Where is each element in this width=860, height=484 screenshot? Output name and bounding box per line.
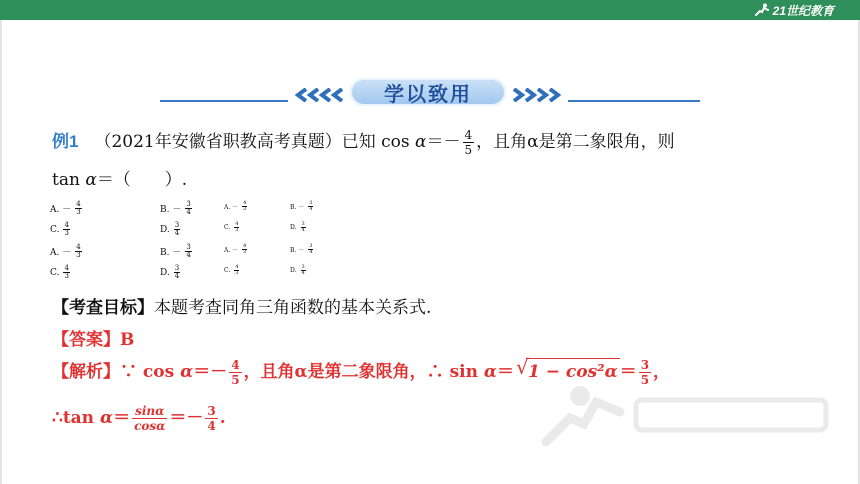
option-item — [224, 201, 249, 212]
option-num: 4 — [64, 264, 69, 272]
option-label: A. － — [50, 248, 72, 258]
option-label: B. － — [290, 204, 305, 211]
option-label: A. － — [224, 204, 239, 211]
analysis-eq-3: ＝ — [113, 408, 131, 428]
option-label: B. － — [160, 248, 182, 258]
section-title-banner — [350, 78, 506, 106]
analysis-line-2 — [52, 404, 226, 433]
frac4-den: 4 — [207, 419, 216, 433]
analysis-alpha: α — [180, 362, 194, 382]
option-label: A. － — [50, 205, 72, 215]
goal-text: 本题考查同角三角函数的基本关系式. — [154, 298, 432, 318]
analysis-eq-neg-2: ＝－ — [169, 408, 204, 428]
analysis-eq-2: ＝ — [619, 362, 637, 382]
option-num: 4 — [243, 243, 247, 249]
option-den: 3 — [76, 208, 81, 216]
option-den: 3 — [235, 227, 239, 233]
option-den: 4 — [174, 272, 180, 280]
analysis-end-1: ， — [653, 362, 671, 382]
analysis-eq-neg: ＝－ — [193, 362, 228, 382]
option-num: 3 — [301, 264, 305, 270]
option-den: 3 — [243, 249, 247, 255]
frac1-num: 4 — [231, 358, 240, 372]
frac2-den: 5 — [640, 373, 650, 387]
option-label: A. － — [224, 247, 239, 254]
option-label: C. — [224, 224, 231, 231]
option-num: 4 — [235, 221, 239, 227]
option-label: C. — [50, 267, 60, 278]
option-num: 4 — [76, 243, 81, 251]
option-den: 4 — [186, 208, 191, 216]
option-fraction — [308, 244, 313, 255]
option-item — [160, 244, 194, 259]
option-item — [50, 222, 72, 237]
sqrt-body: 1 − cos²α — [526, 358, 620, 385]
option-den: 4 — [186, 251, 191, 259]
option-den: 4 — [174, 229, 180, 237]
option-den: 4 — [301, 270, 305, 276]
option-item — [160, 222, 182, 237]
option-num: 3 — [174, 264, 180, 272]
option-num: 4 — [243, 200, 247, 206]
option-fraction — [242, 244, 247, 255]
option-den: 4 — [301, 227, 305, 233]
right-rule — [568, 100, 700, 102]
option-fraction — [174, 265, 180, 280]
option-num: 4 — [235, 264, 239, 270]
option-item — [160, 265, 182, 280]
equals-neg: ＝－ — [426, 132, 461, 152]
alpha-symbol: α — [415, 132, 427, 152]
alpha-symbol-2: α — [85, 170, 97, 190]
goal-label: 【考查目标】 — [52, 298, 154, 318]
question-line-1 — [52, 128, 675, 157]
analysis-frac-1 — [229, 358, 241, 387]
option-item — [160, 201, 194, 216]
fraction-numerator: 4 — [464, 128, 473, 142]
right-chevrons-icon — [510, 88, 562, 102]
option-fraction — [174, 222, 180, 237]
section-title: 学以致用 — [384, 81, 472, 106]
analysis-frac-4 — [205, 404, 217, 433]
option-label: D. — [160, 267, 170, 278]
brand-logo — [754, 2, 834, 18]
option-num: 3 — [301, 221, 305, 227]
logo-text: 21世纪教育 — [772, 3, 834, 18]
option-fraction — [63, 265, 69, 280]
option-label: B. － — [290, 247, 305, 254]
option-label: B. － — [160, 205, 182, 215]
question-text-1: （2021年安徽省职教高考真题）已知 cos — [94, 132, 416, 152]
question-tan: tan — [52, 170, 86, 190]
fraction-denominator: 5 — [464, 143, 473, 157]
option-item — [224, 244, 249, 255]
answer-value: B — [120, 330, 135, 350]
analysis-frac-3 — [132, 404, 167, 433]
analysis-therefore-2: ∴tan — [52, 408, 100, 428]
watermark-icon — [540, 382, 840, 452]
option-label: C. — [224, 267, 231, 274]
option-den: 4 — [309, 206, 313, 212]
option-fraction — [242, 201, 247, 212]
analysis-alpha-2: α — [483, 362, 497, 382]
frac3-num: sinα — [132, 404, 167, 419]
option-item — [50, 201, 84, 216]
option-item — [290, 201, 315, 212]
radical-sign: √ — [515, 355, 529, 379]
analysis-because: ∵ cos — [120, 362, 181, 382]
option-num: 3 — [186, 243, 191, 251]
section-header — [160, 76, 700, 108]
option-den: 3 — [76, 251, 81, 259]
sqrt-expression — [515, 355, 620, 385]
option-num: 3 — [174, 221, 180, 229]
frac3-den: cosα — [134, 419, 166, 433]
option-fraction — [301, 265, 306, 276]
option-num: 3 — [309, 243, 313, 249]
answer-line — [52, 327, 134, 353]
option-label: D. — [160, 224, 170, 235]
option-fraction — [234, 222, 239, 233]
frac1-den: 5 — [231, 373, 240, 387]
option-fraction — [63, 222, 69, 237]
option-num: 3 — [186, 200, 191, 208]
option-item — [290, 244, 315, 255]
answer-label: 【答案】 — [52, 330, 120, 350]
option-item — [290, 222, 308, 233]
option-item — [290, 265, 308, 276]
analysis-alpha-3: α — [99, 408, 114, 428]
option-label: D. — [290, 267, 297, 274]
example-label: 例1 — [52, 132, 79, 151]
frac4-num: 3 — [207, 404, 216, 418]
option-fraction — [75, 201, 81, 216]
option-den: 3 — [235, 270, 239, 276]
option-item — [50, 244, 84, 259]
analysis-therefore: ∴ sin — [426, 362, 484, 382]
option-fraction — [75, 244, 81, 259]
option-fraction — [234, 265, 239, 276]
cos-fraction — [463, 128, 475, 157]
option-fraction — [185, 244, 191, 259]
question-blank: ＝（ ）. — [96, 170, 188, 190]
option-item — [224, 265, 241, 276]
option-num: 4 — [64, 221, 69, 229]
frac2-num: 3 — [640, 358, 650, 372]
option-fraction — [185, 201, 191, 216]
analysis-label: 【解析】 — [52, 362, 120, 382]
left-border — [0, 20, 2, 484]
option-label: D. — [290, 224, 297, 231]
option-num: 3 — [309, 200, 313, 206]
top-bar — [0, 0, 860, 20]
option-den: 3 — [64, 229, 69, 237]
analysis-end-2: . — [219, 408, 226, 428]
option-num: 4 — [76, 200, 81, 208]
option-label: C. — [50, 224, 60, 235]
analysis-mid: ，且角α是第二象限角， — [243, 362, 427, 382]
option-den: 4 — [309, 249, 313, 255]
left-chevrons-icon — [294, 88, 346, 102]
runner-icon — [754, 3, 770, 17]
option-item — [50, 265, 72, 280]
goal-line — [52, 296, 431, 320]
left-rule — [160, 100, 288, 102]
option-fraction — [308, 201, 313, 212]
option-fraction — [301, 222, 306, 233]
question-text-2: ，且角α是第二象限角，则 — [476, 132, 675, 152]
option-den: 3 — [243, 206, 247, 212]
option-den: 3 — [64, 272, 69, 280]
option-item — [224, 222, 241, 233]
question-line-2 — [52, 168, 187, 192]
analysis-eq: ＝ — [496, 362, 514, 382]
